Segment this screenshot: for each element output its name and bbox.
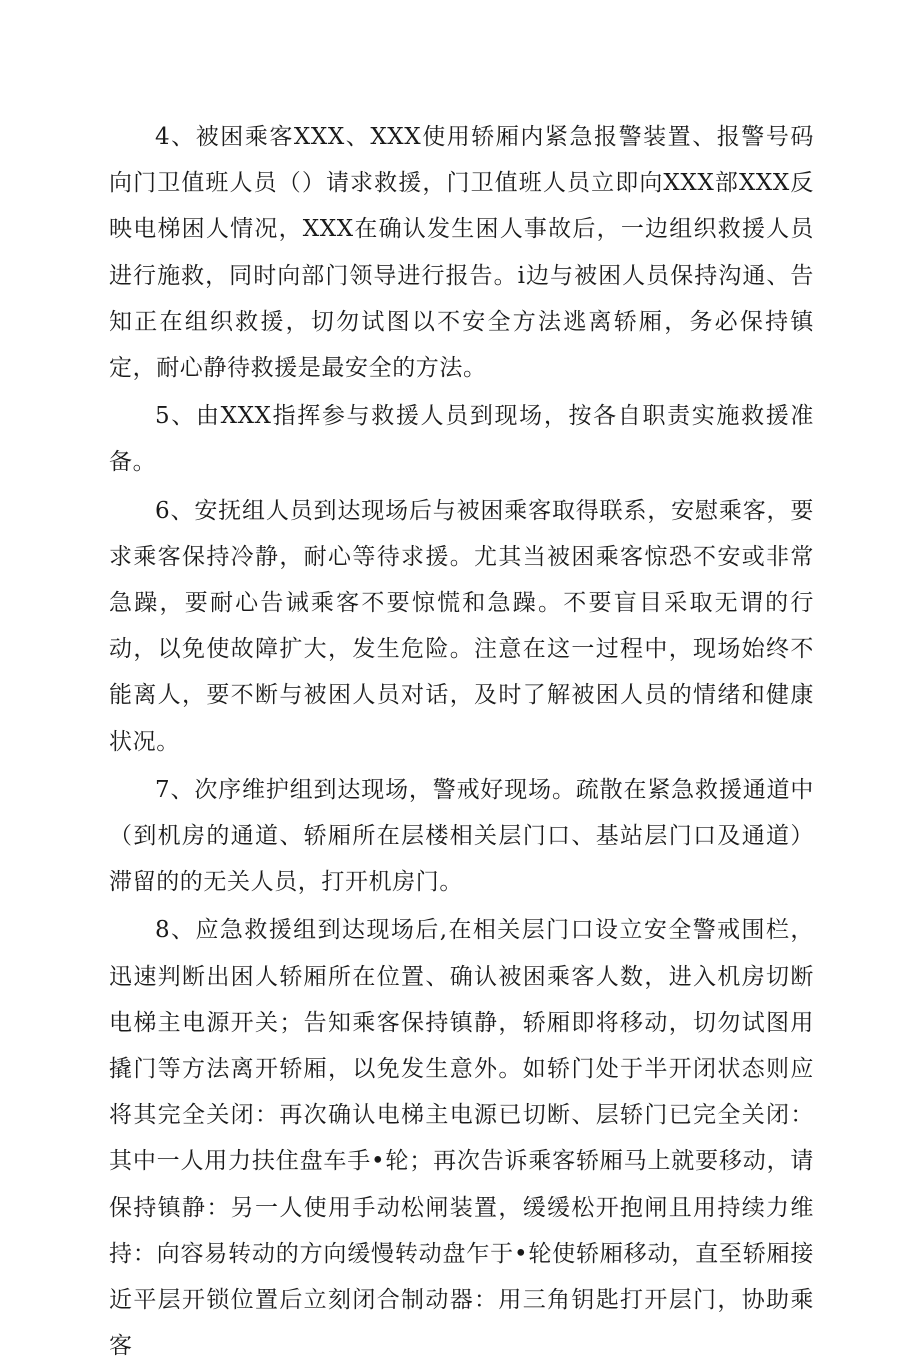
- paragraph-4: 4、被困乘客XXX、XXX使用轿厢内紧急报警装置、报警号码向门卫值班人员（）请求救援，门卫值班人员立即向XXX部XXX反映电梯困人情况，XXX在确认发生困人事故后，一边组织救援人员进行施救，同时向部门领导进行报告。i边与被困人员保持沟通、告知正在组织救援，切勿试图以不安全方法逃离轿厢，务必保持镇定，耐心静待救援是最安全的方法。: [109, 124, 814, 382]
- document-body: [109, 114, 814, 1369]
- paragraph-6: 6、安抚组人员到达现场后与被困乘客取得联系，安慰乘客，要求乘客保持冷静，耐心等待求援。尤其当被困乘客惊恐不安或非常急躁，要耐心告诫乘客不要惊慌和急躁。不要盲目采取无谓的行动，以免使故障扩大，发生危险。注意在这一过程中，现场始终不能离人，要不断与被困人员对话，及时了解被困人员的情绪和健康状况。: [109, 497, 814, 755]
- paragraph-7: 7、次序维护组到达现场，警戒好现场。疏散在紧急救援通道中（到机房的通道、轿厢所在层楼相关层门口、基站层门口及通道）滞留的的无关人员，打开机房门。: [109, 776, 814, 896]
- paragraph-8: 8、应急救援组到达现场后,在相关层门口设立安全警戒围栏，迅速判断出困人轿厢所在位置、确认被困乘客人数，进入机房切断电梯主电源开关；告知乘客保持镇静，轿厢即将移动，切勿试图用撬门等方法离开轿厢，以免发生意外。如轿门处于半开闭状态则应将其完全关闭：再次确认电梯主电源已切断、层轿门已完全关闭：其中一人用力扶住盘车手•轮；再次告诉乘客轿厢马上就要移动，请保持镇静：另一人使用手动松闸装置，缓缓松开抱闸且用持续力维持：向容易转动的方向缓慢转动盘乍于•轮使轿厢移动，直至轿厢接近平层开锁位置后立刻闭合制动器：用三角钥匙打开层门，协助乘客: [109, 917, 814, 1360]
- paragraph-5: 5、由XXX指挥参与救援人员到现场，按各自职责实施救援准备。: [109, 403, 814, 476]
